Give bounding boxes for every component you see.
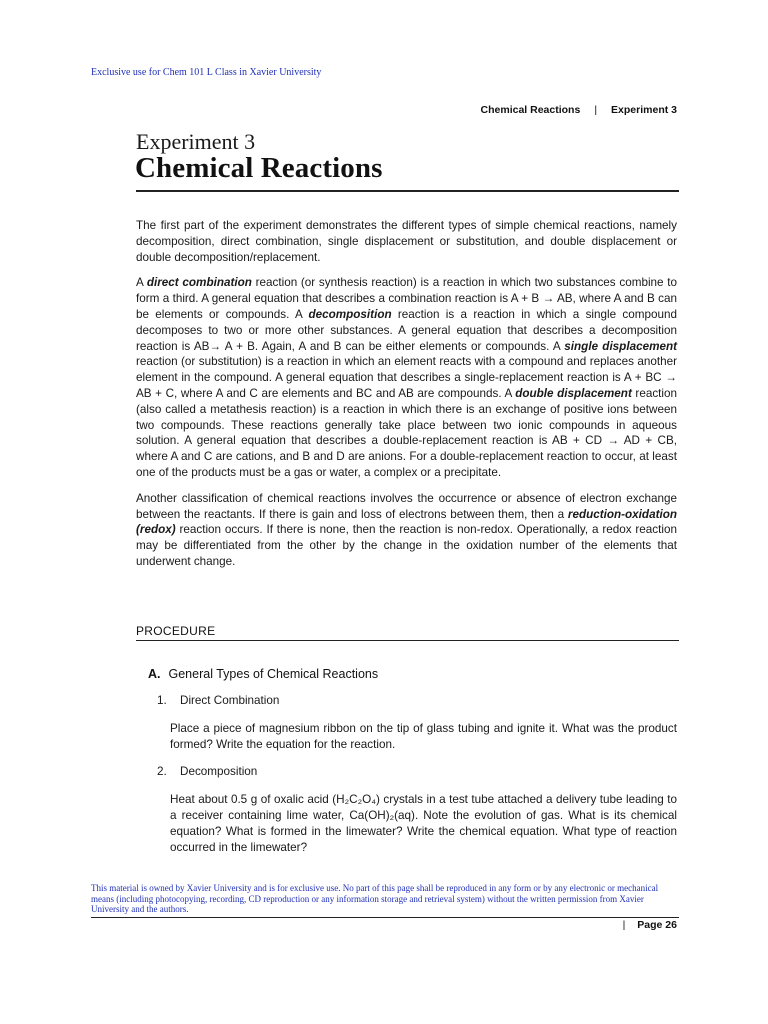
section-a-letter: A. bbox=[148, 667, 161, 681]
page-number bbox=[623, 919, 677, 931]
term-double-displacement: double displacement bbox=[515, 386, 632, 400]
page-number-label: Page 26 bbox=[637, 919, 677, 931]
running-header bbox=[481, 104, 677, 116]
procedure-item-2-heading bbox=[157, 765, 257, 778]
intro-paragraph-2 bbox=[136, 275, 677, 480]
page-title: Chemical Reactions bbox=[135, 152, 383, 184]
section-a-title: General Types of Chemical Reactions bbox=[168, 667, 379, 681]
copyright-notice: This material is owned by Xavier University and is for exclusive use. No part of this page shall be reproduced in any form or by any electronic or mechanical means (including photocopying, recording, CD reproduction or any information storage and retrieval system) without the written permission from Xavier University and the authors. bbox=[91, 883, 659, 915]
term-decomposition: decomposition bbox=[308, 307, 392, 321]
footer-divider bbox=[91, 917, 679, 918]
procedure-divider bbox=[136, 640, 679, 641]
running-header-experiment: Experiment 3 bbox=[611, 104, 677, 116]
term-direct-combination: direct combination bbox=[146, 276, 252, 290]
intro-paragraph-3 bbox=[136, 491, 677, 570]
procedure-heading: PROCEDURE bbox=[136, 624, 216, 638]
text-run: reaction (or synthesis reaction) is a reaction in which two substances combine to form a third. A general equation that describes a combination reaction is A + B → AB, where A and B can be elements or compounds. A bbox=[136, 276, 677, 321]
text-run: reaction (or substitution) is a reaction in which an element reacts with a compound and replaces another element in the compound. A general equation that describes a single-replacement reaction is A + BC → AB + C, where A and C are elements and BC and AB are compounds. A bbox=[136, 355, 677, 400]
item-title: Decomposition bbox=[180, 765, 258, 778]
term-redox: reduction-oxidation (redox) bbox=[136, 507, 677, 537]
procedure-item-1-heading bbox=[157, 694, 279, 707]
procedure-item-1-text: Place a piece of magnesium ribbon on the tip of glass tubing and ignite it. What was the product formed? Write the equation for the reaction. bbox=[170, 722, 677, 751]
intro-paragraph-1: The first part of the experiment demonstrates the different types of simple chemical reactions, namely decomposition, direct combination, single displacement or substitution, and double displacement or double decomposition/replacement. bbox=[136, 219, 677, 264]
text-run: reaction occurs. If there is none, then the reaction is non-redox. Operationally, a redox reaction may be differentiated from the other by the change in the oxidation number of the elements that underwent change. bbox=[136, 523, 677, 568]
text-run: reaction is a reaction in which a single compound decomposes to two or more other substances. A general equation that describes a decomposition reaction is AB→ A + B. Again, A and B can be either elements or compounds. A bbox=[136, 307, 677, 353]
item-number: 1. bbox=[157, 694, 167, 707]
running-header-title: Chemical Reactions bbox=[480, 104, 581, 116]
text-run: reaction (also called a metathesis reaction) is a reaction in which there is an exchange of positive ions between two compounds. These reactions generally take place between two ionic compounds in aqueous solution. A general equation that describes a double-replacement reaction is AB + CD → AD + CB, where A and C are cations, and B and D are anions. For a double-replacement reaction to occur, at least one of the products must be a gas or water, a complex or a precipitate. bbox=[136, 386, 678, 479]
item-title: Direct Combination bbox=[180, 694, 280, 707]
item-number: 2. bbox=[157, 765, 167, 778]
exclusive-use-note: Exclusive use for Chem 101 L Class in Xavier University bbox=[91, 67, 322, 78]
text-run: Another classification of chemical reactions involves the occurrence or absence of electron exchange between the reactants. If there is gain and loss of electrons between them, then a bbox=[136, 491, 677, 521]
running-header-separator: | bbox=[594, 104, 598, 116]
experiment-label: Experiment 3 bbox=[136, 129, 256, 154]
procedure-item-2-text: Heat about 0.5 g of oxalic acid (H₂C₂O₄) crystals in a test tube attached a delivery tube leading to a receiver containing lime water, Ca(OH)₂(aq). Note the evolution of gas. What is its chemical equation? What is formed in the limewater? Write the chemical equation. What type of reaction occurred in the limewater? bbox=[170, 793, 677, 854]
page-number-separator: | bbox=[622, 919, 626, 931]
term-single-displacement: single displacement bbox=[564, 339, 677, 353]
text-run: A bbox=[136, 276, 147, 290]
section-a-heading bbox=[148, 667, 378, 681]
title-divider bbox=[136, 190, 679, 192]
intro-section bbox=[136, 218, 677, 580]
